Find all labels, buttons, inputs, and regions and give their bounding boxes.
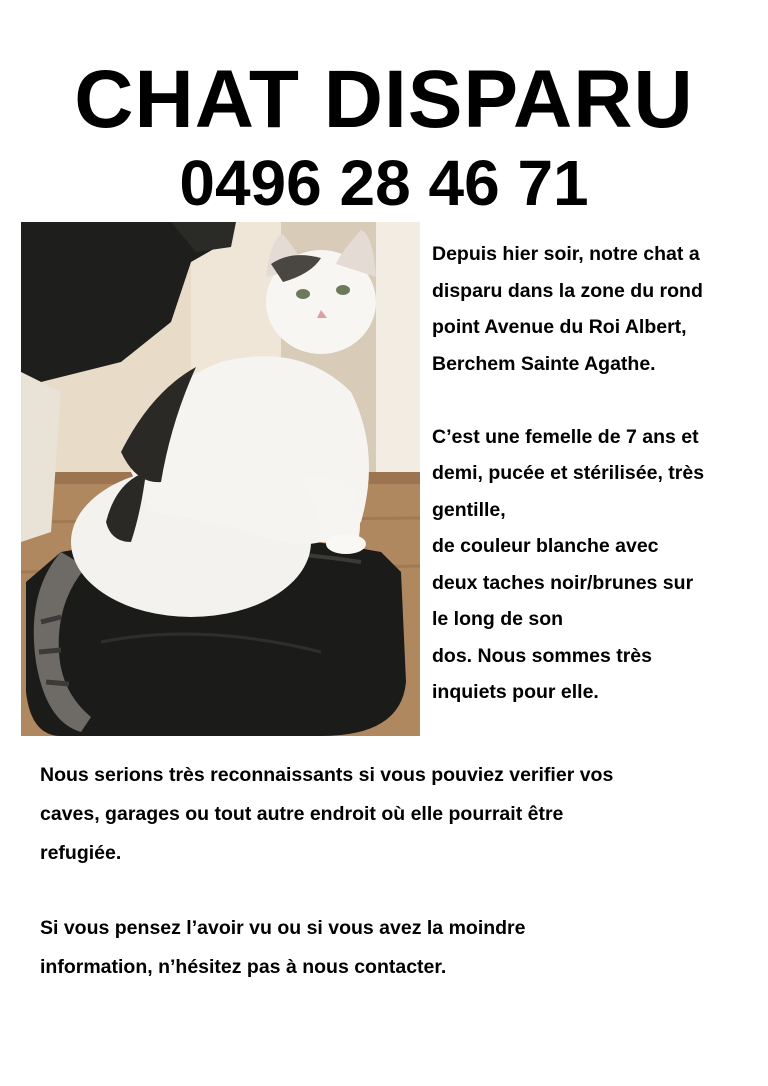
location-paragraph: Depuis hier soir, notre chat a disparu dans la zone du rond point Avenue du Roi Albert, Berchem Sainte Agathe. [432, 243, 703, 375]
poster-title: CHAT DISPARU [74, 54, 694, 145]
description-side [432, 236, 752, 711]
contact-phone: 0496 28 46 71 [179, 147, 589, 219]
cat-photo [21, 222, 420, 736]
search-request-paragraph: Nous serions très reconnaissants si vous pouviez verifier vos caves, garages ou tout autre endroit où elle pourrait être refugiée. [40, 764, 614, 864]
contact-request-paragraph: Si vous pensez l’avoir vu ou si vous avez la moindre information, n’hésitez pas à nous contacter. [40, 917, 526, 978]
request-text [40, 756, 740, 987]
cat-description-paragraph: C’est une femelle de 7 ans et demi, pucée et stérilisée, très gentille, de couleur blanche avec deux taches noir/brunes sur le long de son dos. Nous sommes très inquiets pour elle. [432, 425, 705, 703]
